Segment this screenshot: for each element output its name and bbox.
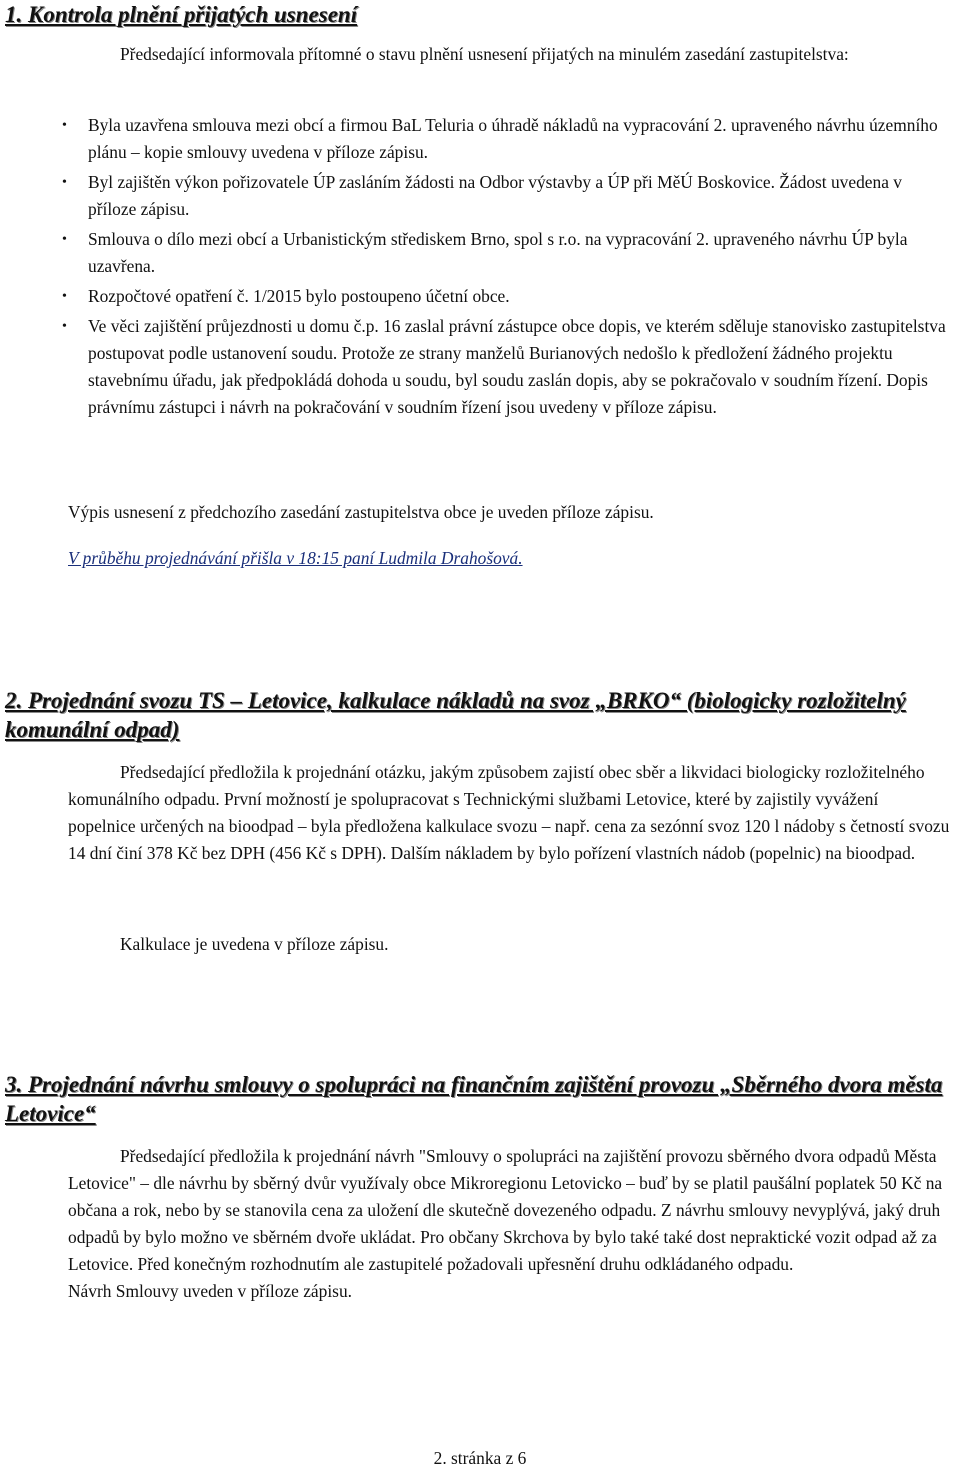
section-1-arrival-note: V průběhu projednávání přišla v 18:15 paní Ludmila Drahošová. xyxy=(68,548,523,568)
page-number: 2. stránka z 6 xyxy=(433,1448,527,1468)
list-item xyxy=(62,169,948,223)
section-3-paragraph: Předsedající předložila k projednání návrh "Smlouvy o spolupráci na zajištění provozu sběrného dvora odpadů Města Letovice" – dle návrhu by sběrný dvůr využívaly obce Mikroregionu Letovicko – buď by se platil paušální poplatek 50 Kč na občana a rok, nebo by se stanovila cena za uložení dle skutečně dovezeného odpadu. Z návrhu smlouvy nevyplývá, jaký druh odpadů by bylo možno ve sběrném dvoře ukládat. Pro občany Skrchova by bylo také také dost nepraktické vozit odpad až za Letovice. Před konečným rozhodnutím ale zastupitelé požadovali upřesnění druhu odkládaného odpadu. xyxy=(68,1146,943,1274)
list-item xyxy=(62,226,948,280)
bullet-icon: • xyxy=(62,319,67,334)
list-item xyxy=(62,112,948,166)
bullet-icon: • xyxy=(62,175,67,190)
list-item xyxy=(62,283,948,310)
section-2-heading: 2. Projednání svozu TS – Letovice, kalkulace nákladů na svoz „BRKO“ (biologicky rozložitelný komunální odpad) xyxy=(5,688,906,742)
list-item-text: Byl zajištěn výkon pořizovatele ÚP zasláním žádosti na Odbor výstavby a ÚP při MěÚ Boskovice. Žádost uvedena v příloze zápisu. xyxy=(88,172,902,219)
list-item-text: Byla uzavřena smlouva mezi obcí a firmou BaL Teluria o úhradě nákladů na vypracování 2. upraveného návrhu územního plánu – kopie smlouvy uvedena v příloze zápisu. xyxy=(88,115,938,162)
section-1-intro: Předsedající informovala přítomné o stavu plnění usnesení přijatých na minulém zasedání zastupitelstva: xyxy=(120,44,849,64)
section-2-body: Předsedající předložila k projednání otázku, jakým způsobem zajistí obec sběr a likvidaci biologicky rozložitelného komunálního odpadu. První možností je spolupracovat s Technickými službami Letovice, které by zajistily vyvážení popelnice určených na bioodpad – byla předložena kalkulace svozu – např. cena za sezónní svoz 120 l nádoby s četností svozu 14 dní činí 378 Kč bez DPH (456 Kč s DPH). Dalším nákladem by bylo pořízení vlastních nádob (popelnic) na bioodpad. xyxy=(68,762,950,863)
section-3-heading: 3. Projednání návrhu smlouvy o spolupráci na finančním zajištění provozu „Sběrného dvora města Letovice“ xyxy=(5,1072,943,1126)
list-item-text: Ve věci zajištění průjezdnosti u domu č.p. 16 zaslal právní zástupce obce dopis, ve kterém sděluje stanovisko zastupitelstva postupovat podle ustanovení soudu. Protože ze strany manželů Burianových nedošlo k předložení žádného projektu stavebnímu úřadu, jak předpokládá dohoda u soudu, byl soudu zaslán dopis, aby se pokračovalo v soudním řízení. Dopis právnímu zástupci i návrh na pokračování v soudním řízení jsou uvedeny v příloze zápisu. xyxy=(88,316,946,417)
list-item-text: Smlouva o dílo mezi obcí a Urbanistickým střediskem Brno, spol s r.o. na vypracování 2. upraveného návrhu ÚP byla uzavřena. xyxy=(88,229,908,276)
section-1-heading: 1. Kontrola plnění přijatých usnesení xyxy=(5,2,358,27)
section-2-note: Kalkulace je uvedena v příloze zápisu. xyxy=(120,934,389,954)
bullet-icon: • xyxy=(62,289,67,304)
section-1-bullet-list xyxy=(62,112,948,424)
bullet-icon: • xyxy=(62,232,67,247)
bullet-icon: • xyxy=(62,118,67,133)
list-item-text: Rozpočtové opatření č. 1/2015 bylo postoupeno účetní obce. xyxy=(88,286,510,306)
section-3-last-line: Návrh Smlouvy uveden v příloze zápisu. xyxy=(68,1281,352,1301)
section-1-summary: Výpis usnesení z předchozího zasedání zastupitelstva obce je uveden příloze zápisu. xyxy=(68,502,654,522)
section-3-body xyxy=(68,1143,950,1305)
list-item xyxy=(62,313,948,421)
